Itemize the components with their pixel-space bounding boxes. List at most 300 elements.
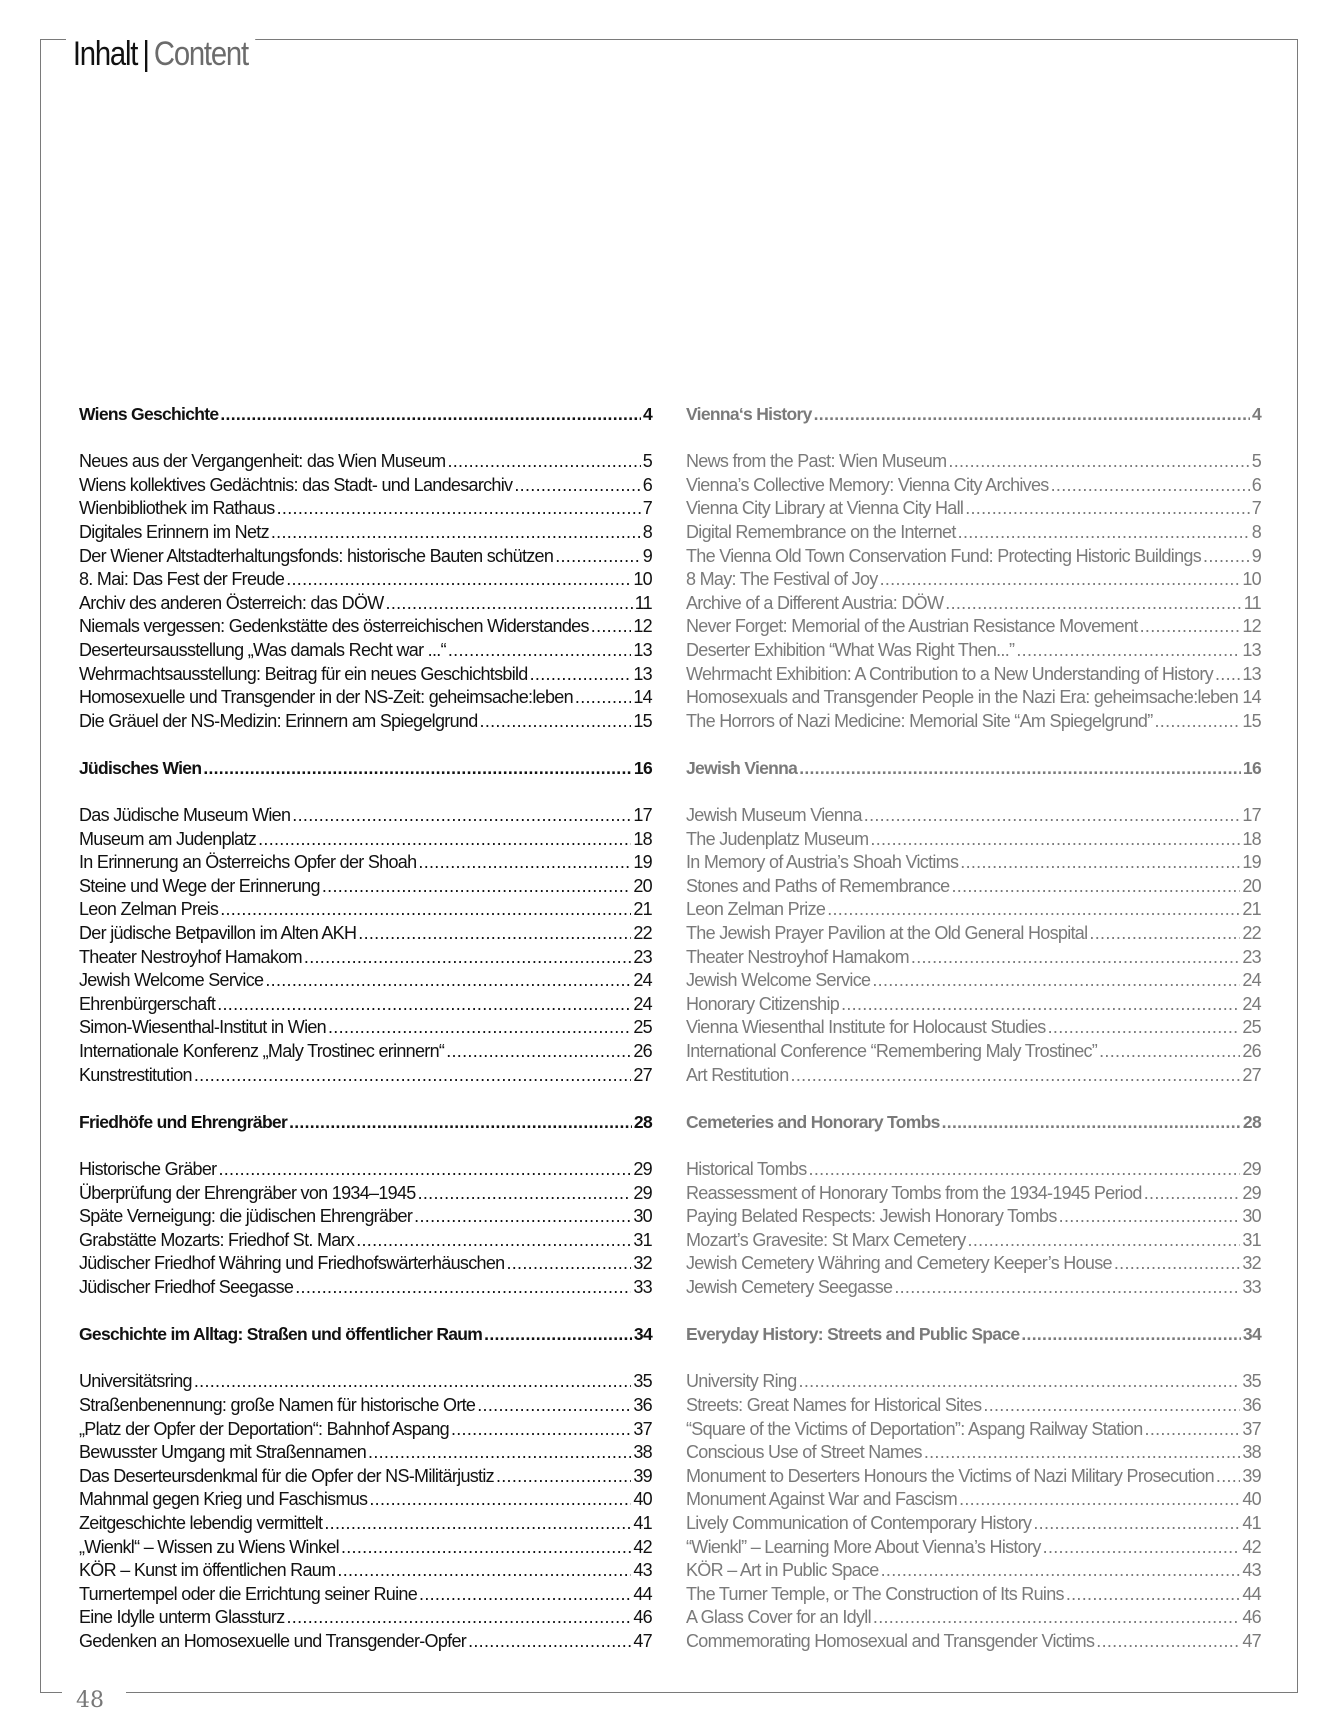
dot-leader	[1089, 923, 1240, 944]
toc-page-number: 28	[1242, 1111, 1261, 1132]
dot-leader	[1066, 1584, 1241, 1605]
toc-entry[interactable]	[79, 1631, 652, 1655]
toc-page-number: 24	[1242, 970, 1261, 991]
toc-entry-title: Art Restitution	[686, 1064, 789, 1085]
toc-page-number: 19	[1242, 852, 1261, 873]
toc-page-number: 35	[1242, 1371, 1261, 1392]
toc-entry[interactable]	[79, 522, 652, 546]
toc-section-heading[interactable]	[79, 758, 652, 782]
toc-entry[interactable]	[79, 1065, 652, 1089]
toc-page-number: 5	[642, 451, 652, 472]
toc-entry[interactable]	[79, 1442, 652, 1466]
toc-page-number: 38	[633, 1442, 652, 1463]
dot-leader	[446, 1041, 631, 1062]
toc-page-number: 37	[633, 1418, 652, 1439]
dot-leader	[958, 522, 1250, 543]
toc-entry-title: Jüdischer Friedhof Währing und Friedhofswärterhäuschen	[79, 1253, 505, 1274]
toc-entry-title: Mahnmal gegen Krieg und Faschismus	[79, 1489, 368, 1510]
toc-page-number: 41	[633, 1512, 652, 1533]
toc-entry[interactable]	[686, 1395, 1261, 1419]
toc-entry[interactable]	[686, 947, 1261, 971]
toc-entry[interactable]	[79, 664, 652, 688]
toc-entry-title: Streets: Great Names for Historical Sites	[686, 1394, 982, 1415]
dot-leader	[358, 923, 631, 944]
toc-entry-title: Everyday History: Streets and Public Space	[686, 1324, 1020, 1345]
toc-entry[interactable]	[686, 852, 1261, 876]
dot-leader	[277, 498, 641, 519]
dot-leader	[983, 1395, 1240, 1416]
dot-leader	[959, 1489, 1240, 1510]
toc-page-number: 13	[633, 663, 652, 684]
toc-entry[interactable]	[79, 829, 652, 853]
toc-page-number: 9	[1251, 545, 1261, 566]
dot-leader	[965, 498, 1249, 519]
toc-entry[interactable]	[79, 1371, 652, 1395]
toc-entry-title: Gedenken an Homosexuelle und Transgender-Opfer	[79, 1630, 467, 1651]
dot-leader	[827, 899, 1240, 920]
toc-page-number: 17	[633, 805, 652, 826]
toc-page-number: 14	[633, 687, 652, 708]
dot-leader	[1021, 1324, 1241, 1345]
toc-entry-title: Universitätsring	[79, 1371, 192, 1392]
toc-page-number: 40	[633, 1489, 652, 1510]
toc-entry[interactable]	[79, 1183, 652, 1207]
dot-leader	[292, 805, 631, 826]
toc-entry-title: The Horrors of Nazi Medicine: Memorial Site “Am Spiegelgrund”	[686, 710, 1153, 731]
toc-entry[interactable]	[686, 1466, 1261, 1490]
toc-entry[interactable]	[686, 640, 1261, 664]
toc-entry[interactable]	[686, 1419, 1261, 1443]
toc-entry-title: Wiens Geschichte	[79, 404, 219, 424]
toc-entry-title: Ehrenbürgerschaft	[79, 993, 216, 1014]
toc-entry[interactable]	[79, 1537, 652, 1561]
toc-entry-title: Homosexuelle und Transgender in der NS-Zeit: geheimsache:leben	[79, 687, 573, 708]
toc-entry-title: In Erinnerung an Österreichs Opfer der Shoah	[79, 852, 417, 873]
toc-page-number: 34	[633, 1324, 652, 1345]
toc-entry-title: Jüdischer Friedhof Seegasse	[79, 1276, 294, 1297]
toc-page-number: 27	[1242, 1064, 1261, 1085]
toc-entry-title: The Turner Temple, or The Construction of Its Ruins	[686, 1583, 1064, 1604]
toc-entry[interactable]	[686, 1513, 1261, 1537]
toc-page-number: 22	[1242, 923, 1261, 944]
toc-page-number: 4	[642, 404, 652, 424]
toc-entry[interactable]	[686, 498, 1261, 522]
dot-leader	[1203, 546, 1250, 567]
toc-entry[interactable]	[686, 1584, 1261, 1608]
toc-entry[interactable]	[686, 1041, 1261, 1065]
toc-entry[interactable]	[686, 1371, 1261, 1395]
toc-page-number: 33	[1242, 1276, 1261, 1297]
toc-entry-title: Stones and Paths of Remembrance	[686, 875, 950, 896]
toc-entry-title: „Wienkl“ – Wissen zu Wiens Winkel	[79, 1536, 339, 1557]
toc-entry[interactable]	[79, 1017, 652, 1041]
dot-leader	[258, 829, 631, 850]
toc-entry[interactable]	[686, 899, 1261, 923]
toc-spacer	[686, 782, 1261, 806]
toc-entry[interactable]	[79, 1419, 652, 1443]
toc-entry[interactable]	[686, 1442, 1261, 1466]
toc-entry[interactable]	[686, 687, 1261, 711]
toc-entry[interactable]	[79, 711, 652, 735]
toc-entry-title: Mozart’s Gravesite: St Marx Cemetery	[686, 1229, 966, 1250]
toc-entry[interactable]	[79, 876, 652, 900]
toc-section-heading[interactable]	[79, 404, 652, 428]
toc-entry-title: Jewish Cemetery Seegasse	[686, 1276, 893, 1297]
toc-page-number: 16	[1242, 757, 1261, 778]
dot-leader	[945, 593, 1241, 614]
toc-entry[interactable]	[686, 546, 1261, 570]
toc-page-number: 12	[1242, 616, 1261, 637]
toc-page-number: 39	[633, 1465, 652, 1486]
dot-leader	[1216, 1466, 1240, 1487]
toc-page-number: 8	[1251, 521, 1261, 542]
toc-page-number: 34	[1242, 1324, 1261, 1345]
toc-page-number: 9	[642, 545, 652, 566]
toc-entry[interactable]	[686, 1159, 1261, 1183]
toc-page-number: 46	[633, 1607, 652, 1628]
toc-entry[interactable]	[79, 451, 652, 475]
toc-page-number: 36	[633, 1394, 652, 1415]
toc-page-number: 18	[633, 828, 652, 849]
toc-page-number: 24	[1242, 993, 1261, 1014]
dot-leader	[337, 1560, 631, 1581]
toc-page-number: 44	[633, 1583, 652, 1604]
toc-spacer	[79, 1301, 652, 1325]
toc-entry[interactable]	[686, 1183, 1261, 1207]
dot-leader	[951, 876, 1240, 897]
toc-entry[interactable]	[79, 569, 652, 593]
toc-entry[interactable]	[686, 1206, 1261, 1230]
toc-entry-title: Monument to Deserters Honours the Victims of Nazi Military Prosecution	[686, 1465, 1214, 1486]
toc-entry[interactable]	[686, 1560, 1261, 1584]
dot-leader	[960, 852, 1240, 873]
toc-entry-title: Der Wiener Altstadterhaltungsfonds: historische Bauten schützen	[79, 545, 554, 566]
toc-entry[interactable]	[79, 1206, 652, 1230]
toc-spacer	[79, 782, 652, 806]
dot-leader	[591, 616, 632, 637]
toc-section-heading[interactable]	[686, 758, 1261, 782]
dot-leader	[942, 1112, 1241, 1133]
dot-leader	[870, 829, 1240, 850]
toc-entry-title: Vienna’s Collective Memory: Vienna City Archives	[686, 474, 1049, 495]
dot-leader	[1215, 664, 1240, 685]
dot-leader	[506, 1253, 631, 1274]
dot-leader	[480, 711, 632, 732]
toc-entry[interactable]	[79, 1560, 652, 1584]
dot-leader	[448, 640, 632, 661]
toc-entry-title: The Vienna Old Town Conservation Fund: Protecting Historic Buildings	[686, 545, 1202, 566]
toc-entry-title: Digital Remembrance on the Internet	[686, 521, 956, 542]
toc-entry[interactable]	[79, 1584, 652, 1608]
toc-entry-title: Vienna City Library at Vienna City Hall	[686, 498, 964, 519]
dot-leader	[265, 970, 631, 991]
toc-entry[interactable]	[686, 1607, 1261, 1631]
toc-page-number: 25	[1242, 1017, 1261, 1038]
toc-page-number: 42	[1242, 1536, 1261, 1557]
toc-entry-title: Commemorating Homosexual and Transgender Victims	[686, 1630, 1095, 1651]
dot-leader	[1051, 475, 1250, 496]
toc-entry[interactable]	[79, 1277, 652, 1301]
toc-entry-title: Internationale Konferenz „Maly Trostinec erinnern“	[79, 1041, 445, 1062]
toc-entry-title: Steine und Wege der Erinnerung	[79, 875, 320, 896]
dot-leader	[217, 994, 631, 1015]
toc-entry-title: Neues aus der Vergangenheit: das Wien Museum	[79, 451, 446, 472]
toc-entry[interactable]	[79, 475, 652, 499]
toc-entry-title: Überprüfung der Ehrengräber von 1934–1945	[79, 1182, 416, 1203]
toc-entry-title: „Platz der Opfer der Deportation“: Bahnhof Aspang	[79, 1418, 449, 1439]
dot-leader	[1140, 616, 1241, 637]
toc-entry[interactable]	[79, 616, 652, 640]
toc-entry[interactable]	[686, 994, 1261, 1018]
toc-entry-title: Eine Idylle unterm Glassturz	[79, 1607, 285, 1628]
dot-leader	[1145, 1419, 1241, 1440]
toc-entry-title: Vienna‘s History	[686, 404, 812, 424]
dot-leader	[575, 687, 631, 708]
dot-leader	[873, 1607, 1240, 1628]
toc-entry-title: Wehrmachtsausstellung: Beitrag für ein neues Geschichtsbild	[79, 663, 528, 684]
toc-entry[interactable]	[79, 1230, 652, 1254]
toc-spacer	[79, 428, 652, 452]
toc-page-number: 40	[1242, 1489, 1261, 1510]
toc-entry[interactable]	[79, 1395, 652, 1419]
toc-entry[interactable]	[79, 640, 652, 664]
dot-leader	[468, 1631, 631, 1652]
toc-entry[interactable]	[686, 829, 1261, 853]
toc-entry-title: Homosexuals and Transgender People in the Nazi Era: geheimsache:leben	[686, 687, 1239, 708]
toc-entry-title: Zeitgeschichte lebendig vermittelt	[79, 1512, 323, 1533]
toc-page-number: 13	[1242, 663, 1261, 684]
dot-leader	[1155, 711, 1241, 732]
toc-page-number: 8	[642, 521, 652, 542]
toc-entry[interactable]	[686, 1277, 1261, 1301]
toc-entry-title: News from the Past: Wien Museum	[686, 451, 947, 472]
toc-entry[interactable]	[686, 1631, 1261, 1655]
toc-page-number: 6	[642, 474, 652, 495]
toc-entry-title: Conscious Use of Street Names	[686, 1442, 922, 1463]
toc-entry[interactable]	[686, 1017, 1261, 1041]
dot-leader	[203, 758, 632, 779]
toc-entry[interactable]	[79, 805, 652, 829]
toc-entry-title: Der jüdische Betpavillon im Alten AKH	[79, 923, 357, 944]
toc-entry-title: Niemals vergessen: Gedenkstätte des österreichischen Widerstandes	[79, 616, 589, 637]
toc-entry[interactable]	[79, 1489, 652, 1513]
toc-page-number: 29	[1242, 1159, 1261, 1179]
toc-entry[interactable]	[79, 899, 652, 923]
toc-page-number: 28	[633, 1111, 652, 1132]
toc-entry[interactable]	[686, 664, 1261, 688]
dot-leader	[799, 758, 1241, 779]
toc-entry[interactable]	[79, 1253, 652, 1277]
dot-leader	[1033, 1513, 1240, 1534]
dot-leader	[194, 1065, 632, 1086]
toc-entry[interactable]	[79, 947, 652, 971]
toc-page-number: 18	[1242, 828, 1261, 849]
toc-entry-title: The Judenplatz Museum	[686, 828, 869, 849]
toc-page-number: 36	[1242, 1394, 1261, 1415]
toc-entry-title: 8. Mai: Das Fest der Freude	[79, 569, 285, 590]
toc-page-number: 27	[633, 1064, 652, 1085]
toc-entry[interactable]	[686, 451, 1261, 475]
toc-entry-title: The Jewish Prayer Pavilion at the Old General Hospital	[686, 923, 1088, 944]
toc-entry[interactable]	[686, 1489, 1261, 1513]
toc-section-heading[interactable]	[686, 1112, 1261, 1136]
dot-leader	[322, 876, 632, 897]
dot-leader	[295, 1277, 631, 1298]
toc-spacer	[79, 734, 652, 758]
dot-leader	[948, 451, 1249, 472]
toc-entry[interactable]	[79, 970, 652, 994]
toc-entry[interactable]	[686, 1253, 1261, 1277]
dot-leader	[555, 546, 641, 567]
dot-leader	[324, 1513, 631, 1534]
dot-leader	[418, 852, 631, 873]
toc-entry[interactable]	[686, 569, 1261, 593]
toc-entry-title: Straßenbenennung: große Namen für historische Orte	[79, 1394, 476, 1415]
toc-entry[interactable]	[79, 1607, 652, 1631]
title-english: Content	[153, 35, 248, 73]
toc-entry[interactable]	[686, 522, 1261, 546]
dot-leader	[328, 1017, 631, 1038]
toc-entry-title: International Conference “Remembering Maly Trostinec”	[686, 1041, 1098, 1062]
dot-leader	[1096, 1631, 1240, 1652]
dot-leader	[386, 593, 633, 614]
toc-entry[interactable]	[79, 852, 652, 876]
toc-page-number: 22	[633, 923, 652, 944]
title-separator: |	[142, 35, 149, 73]
toc-page-number: 37	[1242, 1418, 1261, 1439]
dot-leader	[1144, 1183, 1241, 1204]
toc-page-number: 33	[633, 1276, 652, 1297]
dot-leader	[369, 1489, 631, 1510]
toc-entry-title: 8 May: The Festival of Joy	[686, 569, 878, 590]
toc-spacer	[686, 428, 1261, 452]
dot-leader	[414, 1206, 631, 1227]
toc-entry-title: Kunstrestitution	[79, 1064, 192, 1085]
toc-entry-title: Honorary Citizenship	[686, 993, 840, 1014]
toc-page-number: 43	[1242, 1560, 1261, 1581]
dot-leader	[530, 664, 632, 685]
toc-section-heading[interactable]	[686, 404, 1261, 428]
toc-entry[interactable]	[79, 1466, 652, 1490]
toc-spacer	[686, 1301, 1261, 1325]
toc-page-number: 29	[633, 1182, 652, 1203]
toc-entry[interactable]	[686, 593, 1261, 617]
toc-entry[interactable]	[79, 687, 652, 711]
toc-entry[interactable]	[79, 1041, 652, 1065]
dot-leader	[791, 1065, 1241, 1086]
page-title	[66, 22, 255, 86]
dot-leader	[814, 404, 1250, 425]
dot-leader	[477, 1395, 631, 1416]
toc-page-number: 21	[633, 899, 652, 920]
toc-entry[interactable]	[686, 616, 1261, 640]
toc-page-number: 13	[1242, 639, 1261, 660]
toc-page-number: 13	[633, 639, 652, 660]
toc-entry-title: Museum am Judenplatz	[79, 828, 257, 849]
toc-entry-title: Jewish Welcome Service	[686, 970, 871, 991]
toc-entry-title: Deserter Exhibition “What Was Right Then...”	[686, 639, 1015, 660]
toc-page-number: 17	[1242, 805, 1261, 826]
toc-entry[interactable]	[79, 994, 652, 1018]
dot-leader	[289, 1112, 632, 1133]
toc-entry[interactable]	[686, 923, 1261, 947]
toc-section-heading[interactable]	[79, 1324, 652, 1348]
dot-leader	[496, 1466, 631, 1487]
toc-entry[interactable]	[79, 1159, 652, 1183]
toc-entry[interactable]	[686, 876, 1261, 900]
toc-entry[interactable]	[686, 805, 1261, 829]
toc-entry-title: Simon-Wiesenthal-Institut in Wien	[79, 1017, 326, 1038]
toc-entry-title: Paying Belated Respects: Jewish Honorary Tombs	[686, 1206, 1057, 1227]
toc-entry-title: Reassessment of Honorary Tombs from the 1934-1945 Period	[686, 1182, 1142, 1203]
dot-leader	[418, 1183, 632, 1204]
dot-leader	[194, 1371, 632, 1392]
dot-leader	[220, 899, 631, 920]
dot-leader	[841, 994, 1240, 1015]
toc-entry-title: Die Gräuel der NS-Medizin: Erinnern am Spiegelgrund	[79, 710, 478, 731]
toc-entry[interactable]	[79, 546, 652, 570]
toc-section-heading[interactable]	[686, 1324, 1261, 1348]
dot-leader	[911, 947, 1240, 968]
dot-leader	[304, 947, 631, 968]
toc-page-number: 23	[633, 946, 652, 967]
toc-entry[interactable]	[686, 711, 1261, 735]
toc-spacer	[686, 1135, 1261, 1159]
toc-entry[interactable]	[686, 475, 1261, 499]
toc-entry[interactable]	[686, 1537, 1261, 1561]
toc-entry-title: Monument Against War and Fascism	[686, 1489, 958, 1510]
toc-page-number: 7	[1251, 498, 1261, 519]
toc-page-number: 31	[633, 1229, 652, 1250]
toc-entry[interactable]	[79, 498, 652, 522]
toc-entry[interactable]	[79, 923, 652, 947]
toc-spacer	[79, 1348, 652, 1372]
toc-page-number: 44	[1242, 1583, 1261, 1604]
toc-entry-title: Leon Zelman Prize	[686, 899, 826, 920]
toc-entry-title: Theater Nestroyhof Hamakom	[686, 946, 909, 967]
toc-entry[interactable]	[686, 1230, 1261, 1254]
toc-entry[interactable]	[79, 593, 652, 617]
dot-leader	[1043, 1537, 1241, 1558]
toc-page-number: 15	[633, 710, 652, 731]
dot-leader	[880, 569, 1241, 590]
dot-leader	[1114, 1253, 1241, 1274]
toc-entry-title: Jewish Vienna	[686, 757, 798, 778]
dot-leader	[864, 805, 1241, 826]
toc-entry-title: Wienbibliothek im Rathaus	[79, 498, 275, 519]
dot-leader	[286, 569, 631, 590]
dot-leader	[447, 451, 640, 472]
toc-entry[interactable]	[686, 1065, 1261, 1089]
toc-section-heading[interactable]	[79, 1112, 652, 1136]
toc-entry-title: Lively Communication of Contemporary History	[686, 1512, 1032, 1533]
toc-english-column	[686, 404, 1261, 1654]
toc-entry-title: Jewish Cemetery Währing and Cemetery Keeper’s House	[686, 1253, 1112, 1274]
toc-page-number: 32	[633, 1253, 652, 1274]
toc-entry-title: Cemeteries and Honorary Tombs	[686, 1111, 940, 1132]
toc-page-number: 14	[1242, 687, 1261, 708]
toc-page-number: 16	[633, 757, 652, 778]
toc-entry[interactable]	[686, 970, 1261, 994]
toc-page-number: 6	[1251, 474, 1261, 495]
toc-page-number: 43	[633, 1560, 652, 1581]
toc-page-number: 41	[1242, 1512, 1261, 1533]
toc-page-number: 29	[1242, 1182, 1261, 1203]
dot-leader	[484, 1324, 632, 1345]
toc-entry-title: Geschichte im Alltag: Straßen und öffentlicher Raum	[79, 1324, 483, 1345]
toc-page-number: 31	[1242, 1229, 1261, 1250]
toc-entry[interactable]	[79, 1513, 652, 1537]
